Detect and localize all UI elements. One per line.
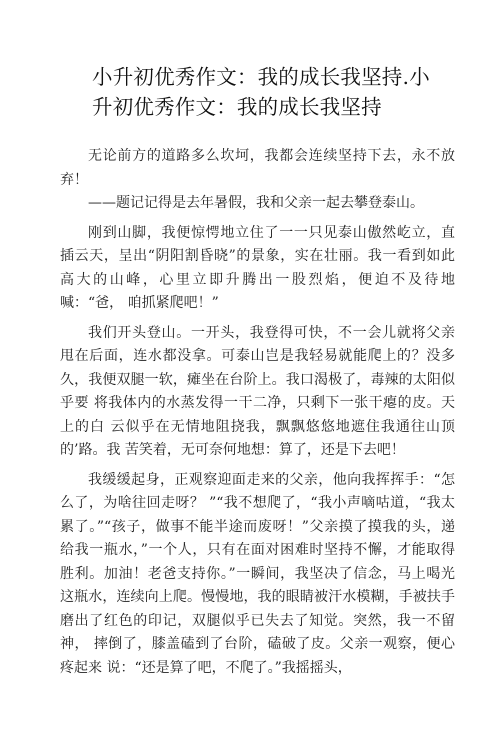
epigraph-paragraph: 无论前方的道路多么坎坷，我都会连续坚持下去，永不放 弃！ <box>60 148 455 188</box>
body-paragraph-2: 我们开头登山。一开头，我登得可快，不一会儿就将父亲 甩在后面，连水都没拿。可泰山岂是我轻易就能爬上的？没多久，我便双腿一软，瘫坐在台阶上。我口渴极了，毒辣的太阳似乎要 将我体内的水蒸发得一干二净，只剩下一张干瘪的皮。天上的白 云似乎在无情地阻挠我，飘飘悠悠地遮住我通往山顶的’路。我 苦笑着，无可奈何地想：算了，还是下去吧！ <box>60 324 455 458</box>
body-paragraph-1: 刚到山脚，我便惊愕地立住了一一只见泰山傲然屹立，直 插云天，呈出“阴阳割昏晓”的景象，实在壮丽。我一看到如此 高大的山峰，心里立即升腾出一股烈焰，便迫不及待地喊：“爸， 咱抓紧爬吧！” <box>60 224 455 311</box>
document-body <box>60 145 455 680</box>
epigraph-note-paragraph: ——题记记得是去年暑假，我和父亲一起去攀登泰山。 <box>88 195 424 211</box>
document-title: 小升初优秀作文：我的成长我坚持.小升初优秀作文：我的成长我坚持 <box>92 65 430 119</box>
body-paragraph-3: 我缓缓起身，正观察迎面走来的父亲，他向我挥挥手：“怎 么了，为啥往回走呀？ ”“我不想爬了，“我小声嘀咕道，“我太 累了。”“孩子，做事不能半途而废呀！”父亲摸了摸我的头，递 给我一瓶水，”一个人，只有在面对困难时坚持不懈，才能取得 胜利。加油！老爸支持你。”一瞬间，我坚决了信念，马上喝光 这瓶水，连续向上爬。慢慢地，我的眼睛被汗水模糊，手被扶手 磨出了红色的印记，双腿似乎已失去了知觉。突然，我一不留神， 摔倒了，膝盖磕到了台阶，磕破了皮。父亲一观察，便心疼起来 说：“还是算了吧，不爬了。”我摇摇头， <box>60 471 455 676</box>
